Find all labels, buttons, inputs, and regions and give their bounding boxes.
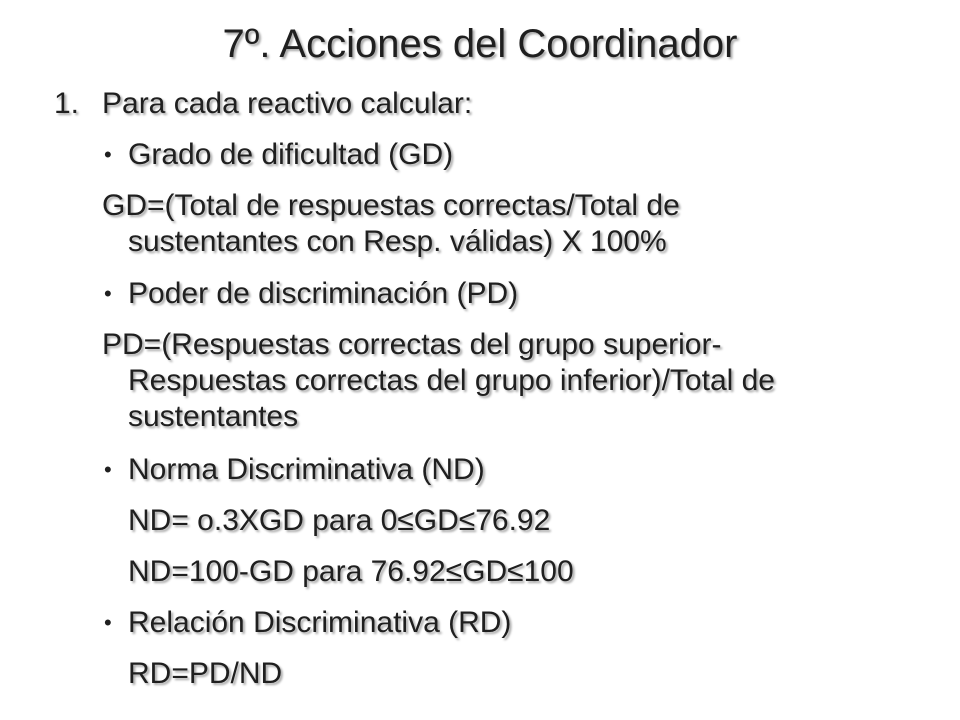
- nd-formula-line1: ND= o.3XGD para 0≤GD≤76.92: [128, 504, 551, 537]
- numbered-item-text: Para cada reactivo calcular:: [102, 87, 473, 120]
- nd-formula-line2: ND=100-GD para 76.92≤GD≤100: [128, 555, 574, 588]
- bullet-icon: •: [104, 281, 112, 306]
- bullet-icon: •: [104, 610, 112, 635]
- gd-formula-line2: sustentantes con Resp. válidas) X 100%: [128, 225, 667, 258]
- pd-formula-line2: Respuestas correctas del grupo inferior)/Total de: [128, 364, 775, 397]
- nd-label: Norma Discriminativa (ND): [128, 453, 485, 486]
- bullet-icon: •: [104, 142, 112, 167]
- rd-formula: RD=PD/ND: [128, 657, 283, 690]
- pd-formula-line1: PD=(Respuestas correctas del grupo superior-: [102, 328, 722, 361]
- gd-formula-line1: GD=(Total de respuestas correctas/Total de: [102, 189, 680, 222]
- gd-label: Grado de dificultad (GD): [128, 138, 454, 171]
- numbered-item-marker: 1.: [54, 87, 80, 120]
- pd-label: Poder de discriminación (PD): [128, 277, 519, 310]
- bullet-icon: •: [104, 457, 112, 482]
- slide-title: 7º. Acciones del Coordinador: [222, 22, 738, 66]
- pd-formula-line3: sustentantes: [128, 400, 299, 433]
- rd-label: Relación Discriminativa (RD): [128, 606, 512, 639]
